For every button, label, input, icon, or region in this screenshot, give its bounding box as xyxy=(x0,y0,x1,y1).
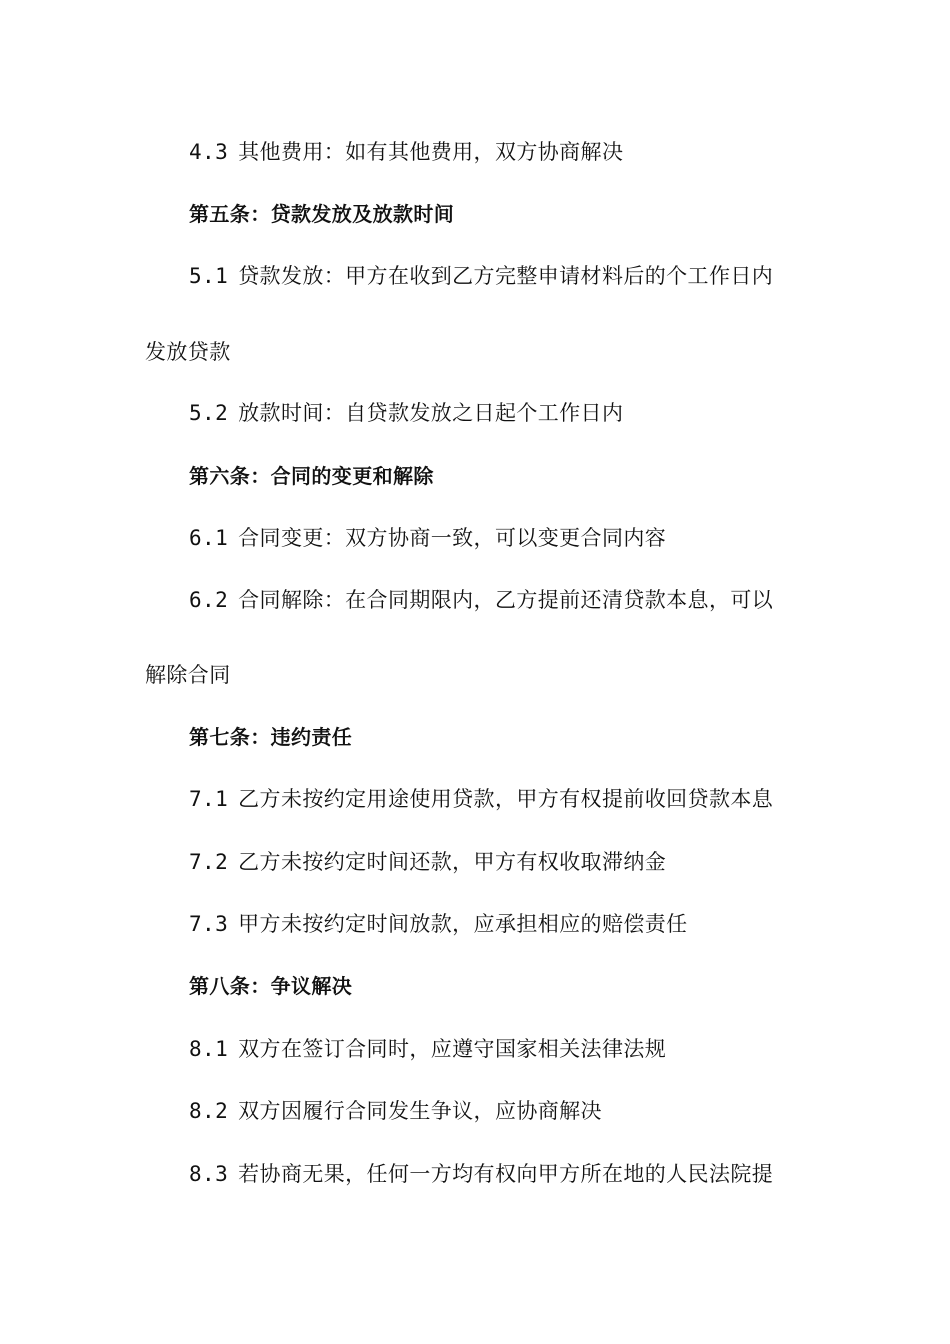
article-6-heading: 第六条：合同的变更和解除 xyxy=(189,464,434,488)
clause-5-1-continuation: 发放贷款 xyxy=(145,340,231,364)
clause-number: 6.1 xyxy=(189,526,229,550)
clause-number: 7.3 xyxy=(189,912,229,936)
clause-number: 8.2 xyxy=(189,1099,229,1123)
clause-text: 双方在签订合同时，应遵守国家相关法律法规 xyxy=(238,1037,667,1061)
clause-text: 合同解除：在合同期限内，乙方提前还清贷款本息，可以 xyxy=(238,588,774,612)
clause-8-2 xyxy=(189,1097,602,1125)
clause-number: 7.1 xyxy=(189,787,229,811)
clause-6-1 xyxy=(189,524,666,552)
clause-8-3 xyxy=(189,1160,773,1188)
clause-text: 双方因履行合同发生争议，应协商解决 xyxy=(238,1099,602,1123)
clause-7-1 xyxy=(189,785,773,813)
clause-number: 7.2 xyxy=(189,850,229,874)
clause-number: 5.2 xyxy=(189,401,229,425)
clause-number: 5.1 xyxy=(189,264,229,288)
clause-number: 8.3 xyxy=(189,1162,229,1186)
clause-text: 贷款发放：甲方在收到乙方完整申请材料后的个工作日内 xyxy=(238,264,774,288)
clause-text: 甲方未按约定时间放款，应承担相应的赔偿责任 xyxy=(238,912,688,936)
clause-number: 4.3 xyxy=(189,140,229,164)
clause-text: 乙方未按约定时间还款，甲方有权收取滞纳金 xyxy=(238,850,667,874)
clause-7-3 xyxy=(189,910,688,938)
clause-8-1 xyxy=(189,1035,666,1063)
article-7-heading: 第七条：违约责任 xyxy=(189,725,353,749)
clause-number: 8.1 xyxy=(189,1037,229,1061)
clause-text: 其他费用：如有其他费用，双方协商解决 xyxy=(238,140,624,164)
clause-6-2-continuation: 解除合同 xyxy=(145,663,231,687)
clause-text: 乙方未按约定用途使用贷款，甲方有权提前收回贷款本息 xyxy=(238,787,774,811)
clause-number: 6.2 xyxy=(189,588,229,612)
clause-5-1 xyxy=(189,262,773,290)
clause-text: 放款时间：自贷款发放之日起个工作日内 xyxy=(238,401,624,425)
clause-6-2 xyxy=(189,586,773,614)
clause-text: 若协商无果，任何一方均有权向甲方所在地的人民法院提 xyxy=(238,1162,774,1186)
clause-7-2 xyxy=(189,848,666,876)
article-8-heading: 第八条：争议解决 xyxy=(189,974,353,998)
clause-text: 合同变更：双方协商一致，可以变更合同内容 xyxy=(238,526,667,550)
clause-5-2 xyxy=(189,399,623,427)
clause-4-3 xyxy=(189,138,623,166)
article-5-heading: 第五条：贷款发放及放款时间 xyxy=(189,202,455,226)
